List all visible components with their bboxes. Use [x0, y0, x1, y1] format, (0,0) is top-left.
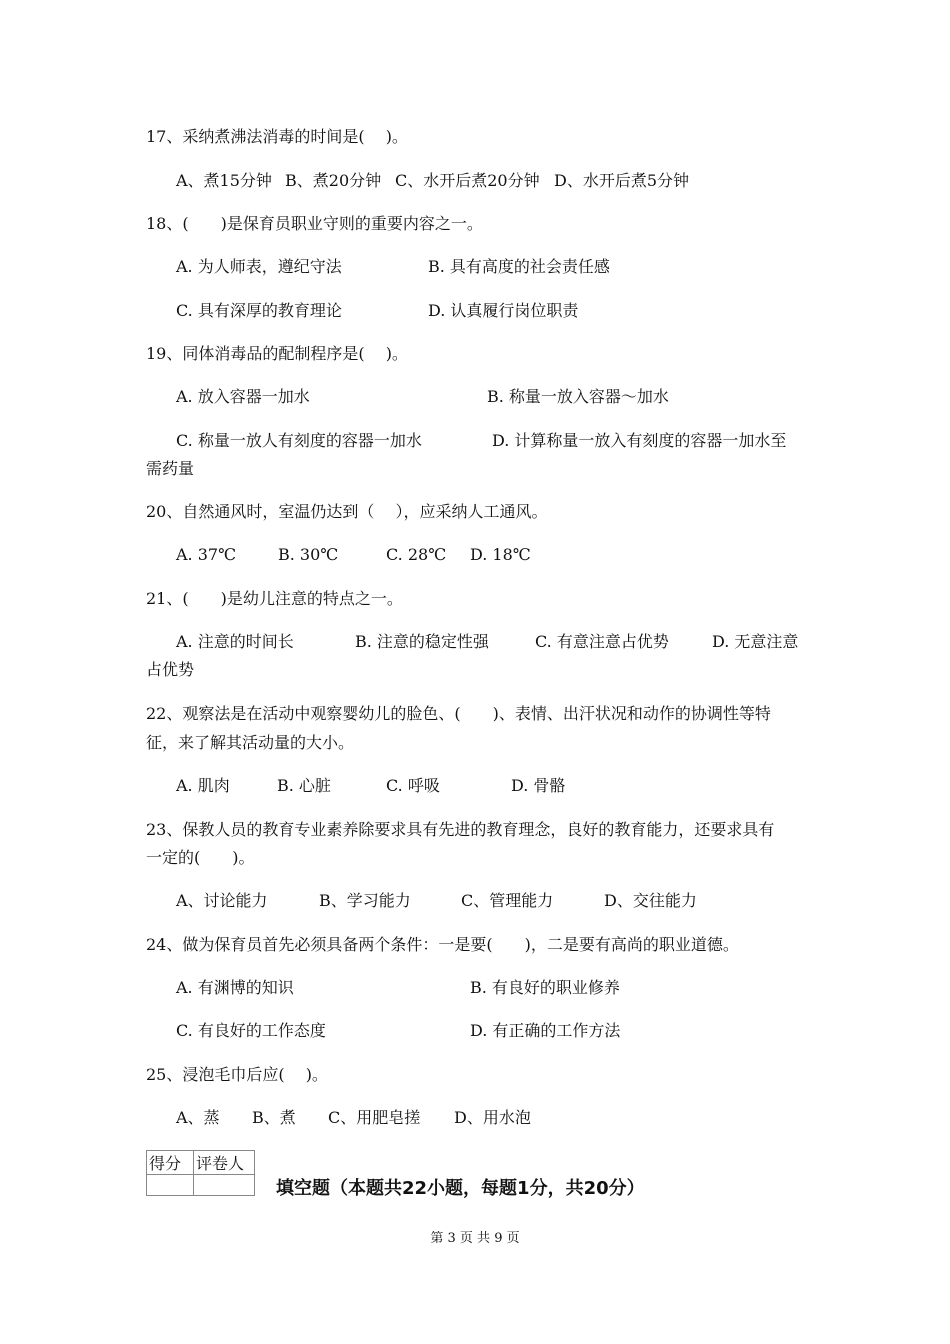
question-18-option-d: D. 认真履行岗位职责	[428, 301, 579, 320]
question-19-option-d-cont: 需药量	[146, 459, 195, 478]
question-25-option-b: B、煮	[252, 1108, 296, 1127]
question-20-stem: 20、自然通风时，室温仍达到（ ），应采纳人工通风。	[146, 502, 548, 521]
grader-cell	[194, 1175, 255, 1196]
question-23-option-a: A、讨论能力	[176, 891, 268, 910]
question-20-option-b: B. 30℃	[278, 545, 339, 564]
question-23-option-d: D、交往能力	[604, 891, 697, 910]
question-25-option-a: A、蒸	[176, 1108, 220, 1127]
question-20-option-c: C. 28℃	[386, 545, 447, 564]
question-21-stem: 21、( )是幼儿注意的特点之一。	[146, 589, 403, 608]
question-23-stem-cont: 一定的( )。	[146, 848, 255, 867]
question-21-option-a: A. 注意的时间长	[176, 632, 294, 651]
question-17-option-c: C、水开后煮20分钟	[395, 171, 540, 190]
question-23-option-c: C、管理能力	[461, 891, 554, 910]
question-18-option-a: A. 为人师表，遵纪守法	[176, 257, 342, 276]
score-table	[146, 1150, 255, 1196]
question-22-option-a: A. 肌肉	[176, 776, 230, 795]
question-20-option-d: D. 18℃	[470, 545, 531, 564]
question-19-option-a: A. 放入容器一加水	[176, 387, 310, 406]
question-24-option-d: D. 有正确的工作方法	[470, 1021, 621, 1040]
question-21-option-d-cont: 占优势	[146, 660, 195, 679]
question-19-option-c: C. 称量一放人有刻度的容器一加水	[176, 431, 422, 450]
question-18-stem: 18、( )是保育员职业守则的重要内容之一。	[146, 214, 483, 233]
question-20-option-a: A. 37℃	[176, 545, 236, 564]
question-22-option-d: D. 骨骼	[511, 776, 566, 795]
question-17-option-d: D、水开后煮5分钟	[554, 171, 690, 190]
score-cell	[147, 1175, 194, 1196]
question-19-option-d: D. 计算称量一放入有刻度的容器一加水至	[492, 431, 787, 450]
question-23-stem: 23、保教人员的教育专业素养除要求具有先进的教育理念，良好的教育能力，还要求具有	[146, 820, 775, 839]
section-title: 填空题（本题共22小题，每题1分，共20分）	[276, 1178, 645, 1199]
page-footer: 第 3 页 共 9 页	[430, 1231, 520, 1246]
grader-label: 评卷人	[194, 1151, 255, 1175]
question-23-option-b: B、学习能力	[319, 891, 411, 910]
question-22-stem: 22、观察法是在活动中观察婴幼儿的脸色、( )、表情、出汗状况和动作的协调性等特	[146, 704, 771, 723]
question-25-stem: 25、浸泡毛巾后应( )。	[146, 1065, 328, 1084]
question-25-option-c: C、用肥皂搓	[328, 1108, 421, 1127]
question-19-option-b: B. 称量一放入容器～加水	[487, 387, 669, 406]
question-22-option-c: C. 呼吸	[386, 776, 440, 795]
question-17-option-a: A、煮15分钟	[176, 171, 272, 190]
question-21-option-b: B. 注意的稳定性强	[355, 632, 489, 651]
score-label: 得分	[147, 1151, 194, 1175]
question-25-option-d: D、用水泡	[454, 1108, 531, 1127]
question-24-option-c: C. 有良好的工作态度	[176, 1021, 326, 1040]
question-24-option-b: B. 有良好的职业修养	[470, 978, 620, 997]
question-22-stem-cont: 征，来了解其活动量的大小。	[146, 733, 355, 752]
question-17-stem: 17、采纳煮沸法消毒的时间是( )。	[146, 127, 408, 146]
question-24-option-a: A. 有渊博的知识	[176, 978, 294, 997]
question-19-stem: 19、同体消毒品的配制程序是( )。	[146, 344, 408, 363]
question-18-option-b: B. 具有高度的社会责任感	[428, 257, 610, 276]
question-21-option-c: C. 有意注意占优势	[535, 632, 669, 651]
question-17-option-b: B、煮20分钟	[285, 171, 382, 190]
question-18-option-c: C. 具有深厚的教育理论	[176, 301, 342, 320]
question-24-stem: 24、做为保育员首先必须具备两个条件：一是要( )，二是要有高尚的职业道德。	[146, 935, 739, 954]
question-21-option-d: D. 无意注意	[712, 632, 799, 651]
question-22-option-b: B. 心脏	[277, 776, 331, 795]
